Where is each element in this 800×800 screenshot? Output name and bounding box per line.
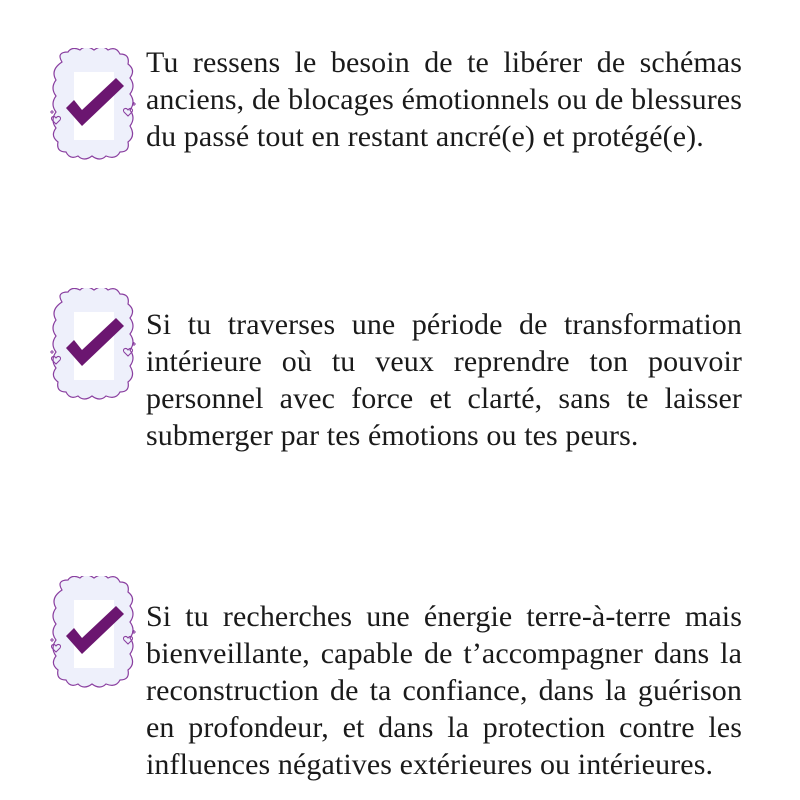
item-text: Si tu traverses une période de transformation intérieure où tu veux reprendre ton pouvoir personnel avec force et clarté, sans te laisser submerger par tes émotions ou tes peurs. xyxy=(146,308,742,452)
cloud-checkbox-icon xyxy=(44,288,140,404)
checkbox-check-icon xyxy=(44,48,140,164)
cloud-checkbox-icon xyxy=(44,576,140,692)
checkbox-check-icon xyxy=(44,288,140,404)
item-text: Si tu recherches une énergie terre-à-terre mais bienveillante, capable de t’accompagner dans la reconstruction de ta confiance, dans la guérison en profondeur, et dans la protection contre les influences négatives extérieures ou intérieures. xyxy=(146,600,742,781)
checkbox-check-icon xyxy=(44,576,140,692)
cloud-checkbox-icon xyxy=(44,48,140,164)
item-text: Tu ressens le besoin de te libérer de schémas anciens, de blocages émotionnels ou de blessures du passé tout en restant ancré(e) et protégé(e). xyxy=(146,46,742,153)
